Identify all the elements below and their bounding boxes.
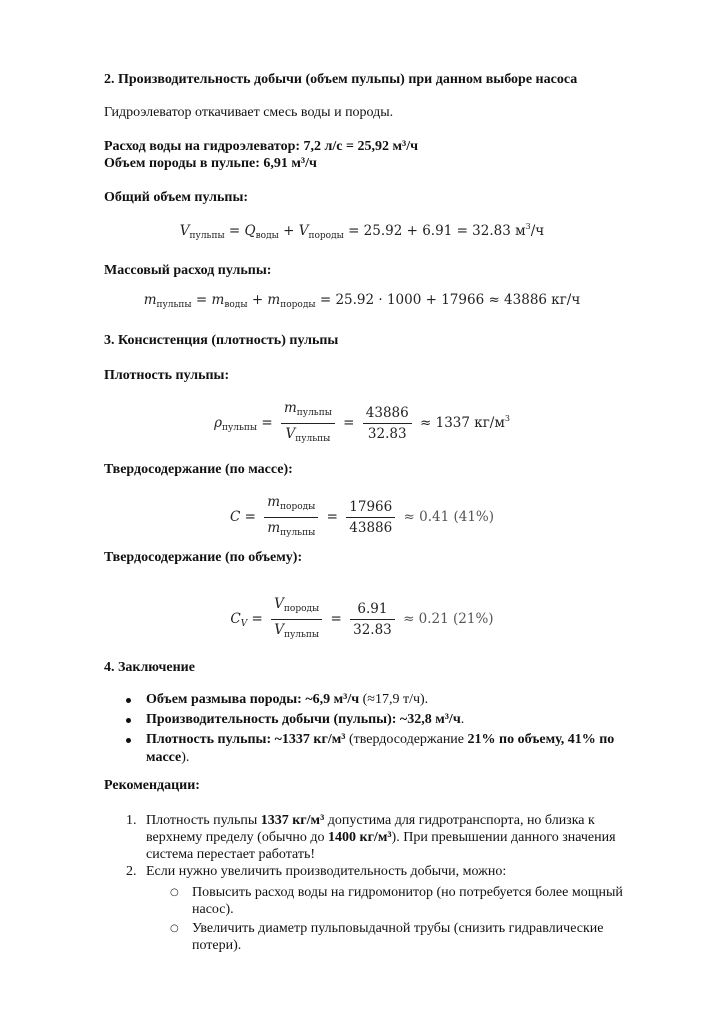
circle-bullet-icon: ○ [170, 923, 179, 934]
density-heading: Плотность пульпы: [104, 368, 230, 383]
vol-solids-heading: Твердосодержание (по объему): [104, 550, 303, 565]
mass-flow-heading: Массовый расход пульпы: [104, 263, 272, 278]
list-item: Плотность пульпы: ~1337 кг/м³ (твердосодержание 21% по объему, 41% по массе). [104, 731, 640, 767]
vol-solids-fraction-symbolic: $\frac{V_{породы}}{V_{пульпы}}$ [271, 596, 322, 643]
mass-solids-fraction-symbolic: $\frac{m_{породы}}{m_{пульпы}}$ [264, 494, 318, 541]
recommendations-list [104, 812, 640, 956]
density-fraction-symbolic: $\frac{m_{пульпы}}{V_{пульпы}}$ [281, 400, 335, 447]
list-item: Объем размыва породы: ~6,9 м³/ч (≈17,9 т/ч). [104, 691, 640, 709]
mass-solids-heading: Твердосодержание (по массе): [104, 462, 293, 477]
conclusion-list [104, 691, 640, 769]
density-fraction-numeric: $\frac{43886}{32.83}$ [363, 405, 412, 442]
bullet-icon [126, 698, 131, 703]
section2-heading: 2. Производительность добычи (объем пульпы) при данном выборе насоса [104, 72, 578, 87]
recommendations-heading: Рекомендации: [104, 778, 200, 793]
section2-intro: Гидроэлеватор откачивает смесь воды и породы. [104, 105, 394, 120]
section4-heading: 4. Заключение [104, 660, 195, 675]
mass-solids-fraction-numeric: $\frac{17966}{43886}$ [346, 499, 395, 536]
equation-mass-flow: $m_{пульпы} = m_{воды} + m_{породы} = 25.92 \cdot 1000 + 17966 \approx 43886$ кг/ч [143, 292, 581, 310]
rock-volume-line: Объем породы в пульпе: 6,91 м³/ч [104, 156, 317, 171]
bullet-icon [126, 718, 131, 723]
bullet-icon [126, 738, 131, 743]
recommendation-sublist [146, 884, 640, 954]
list-item: ○ Повысить расход воды на гидромонитор (но потребуется более мощный насос). [170, 885, 623, 917]
circle-bullet-icon: ○ [170, 887, 179, 898]
vol-solids-fraction-numeric: $\frac{6.91}{32.83}$ [350, 601, 395, 638]
section3-heading: 3. Консистенция (плотность) пульпы [104, 333, 339, 348]
list-item: 2. Если нужно увеличить производительность добычи, можно: ○ Повысить расход воды на гидромонитор (но потребуется более мощный насос). ○ Увеличить диаметр пульповыдачной трубы (снизить гидравлические потери). [104, 863, 640, 954]
water-flow-line: Расход воды на гидроэлеватор: 7,2 л/с = 25,92 м³/ч [104, 139, 418, 154]
list-item: Производительность добычи (пульпы): ~32,8 м³/ч. [104, 711, 640, 729]
list-item: ○ Увеличить диаметр пульповыдачной трубы (снизить гидравлические потери). [170, 921, 604, 953]
list-item: 1. Плотность пульпы 1337 кг/м³ допустима для гидротранспорта, но близка к верхнему пределу (обычно до 1400 кг/м³). При превышении данного значения система перестает работать! [126, 813, 616, 862]
equation-vol-solids: $C_V$ = $\frac{V_{породы}}{V_{пульпы}}$ = $\frac{6.91}{32.83}$ ≈ 0.21 (21%) [0, 596, 724, 643]
equation-mass-solids: C = $\frac{m_{породы}}{m_{пульпы}}$ = $\frac{17966}{43886}$ ≈ 0.41 (41%) [0, 494, 724, 541]
total-volume-heading: Общий объем пульпы: [104, 190, 249, 205]
equation-density: $\rho_{пульпы}$ = $\frac{m_{пульпы}}{V_{пульпы}}$ = $\frac{43886}{32.83}$ ≈ 1337 $кг/м^3$ [0, 400, 724, 447]
equation-total-volume: $V_{пульпы} = Q_{воды} + V_{породы} = 25.92 + 6.91 = 32.83$ $м^3/ч$ [179, 222, 545, 241]
